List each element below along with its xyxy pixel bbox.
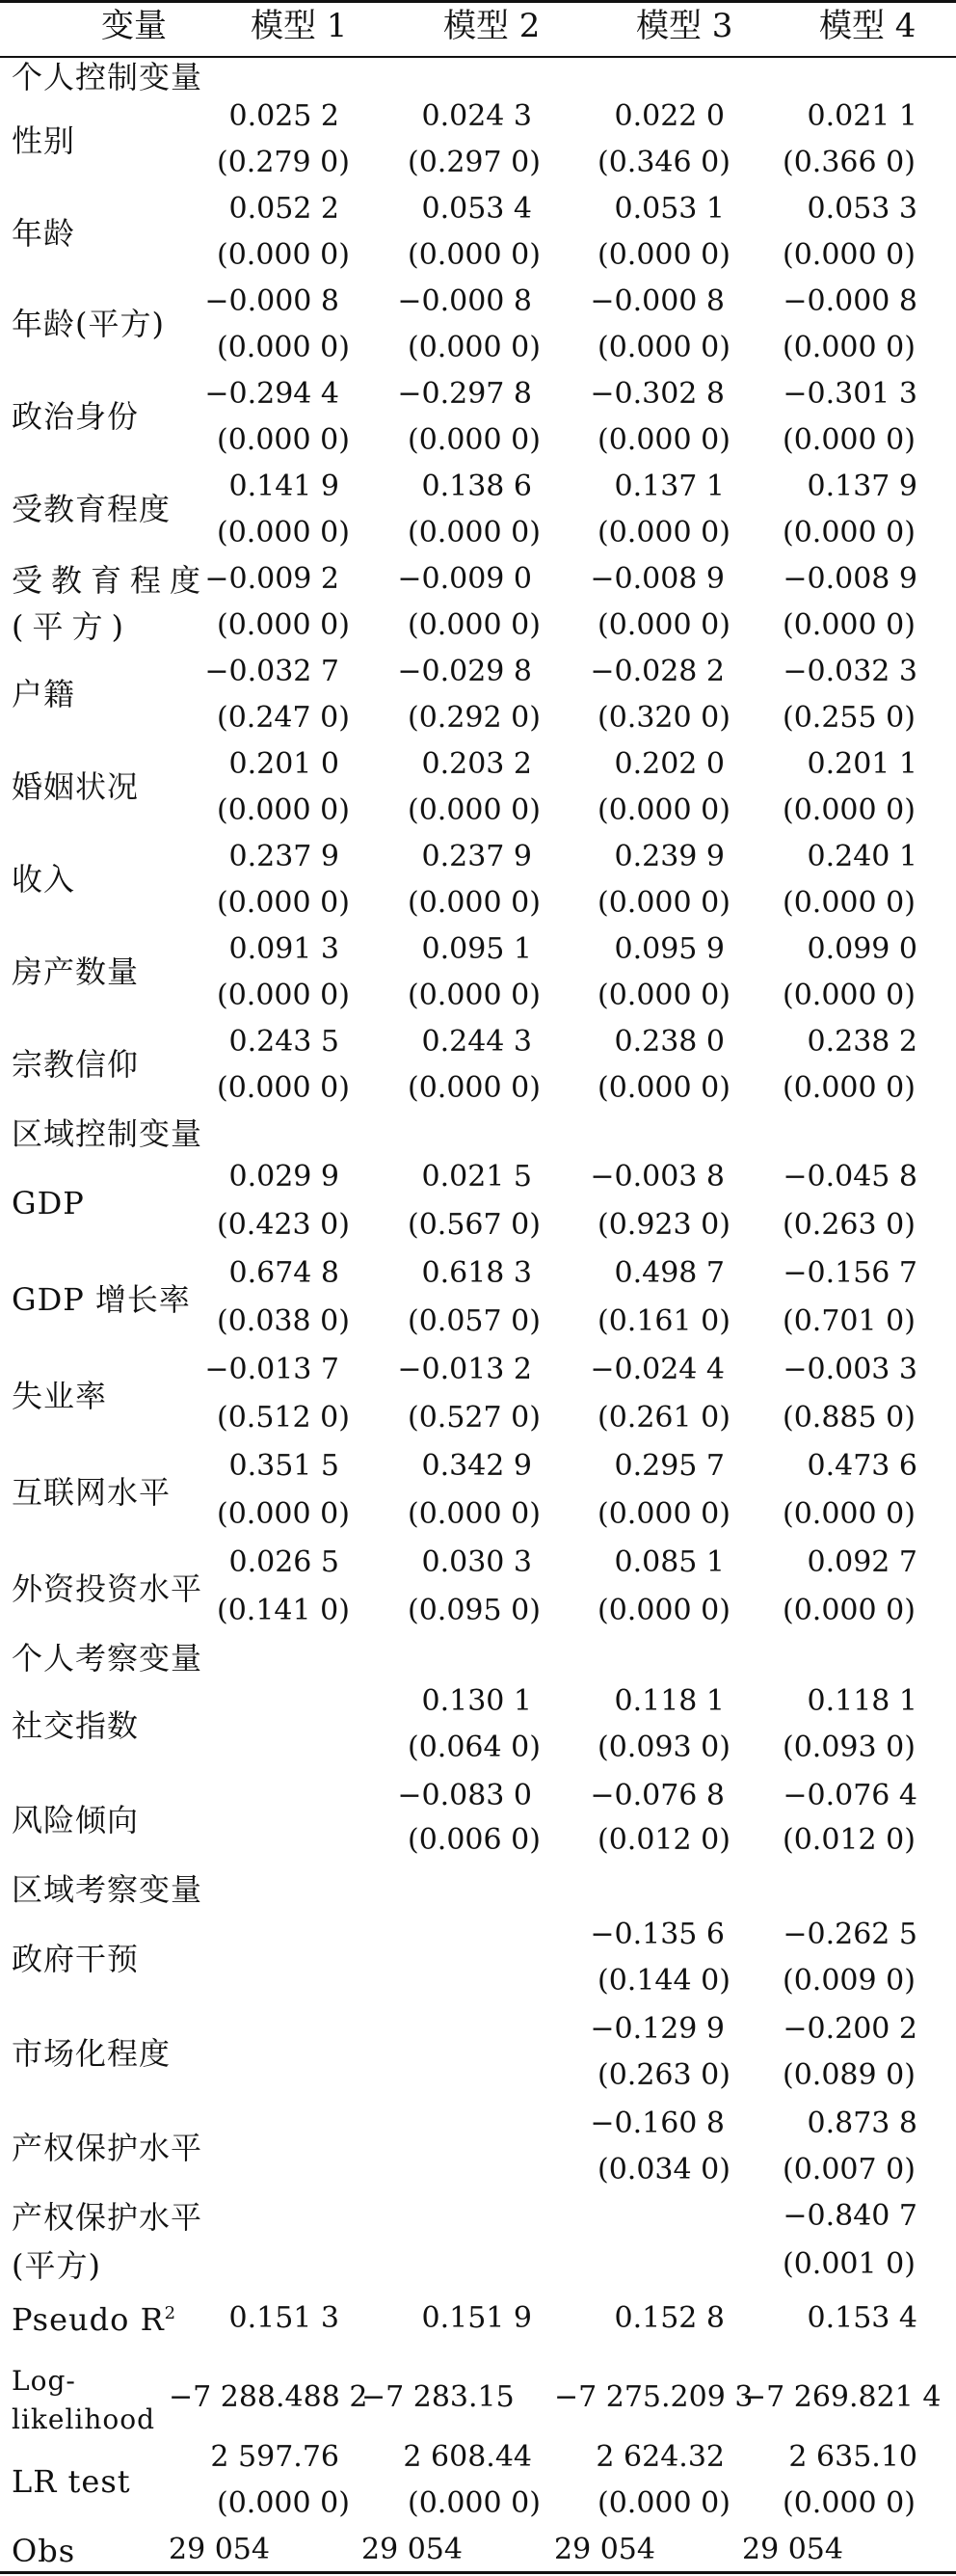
row-label: 年龄(平方) bbox=[12, 306, 165, 342]
coefficient-model-1: 0.243 5 bbox=[228, 1025, 339, 1059]
p-value-model-2: (0.000 0) bbox=[408, 331, 541, 364]
p-value-model-1: (0.512 0) bbox=[217, 1401, 350, 1435]
p-value-model-1: (0.038 0) bbox=[217, 1304, 350, 1338]
coefficient-model-3: 0.118 1 bbox=[614, 1684, 725, 1718]
coefficient-model-4: −0.032 3 bbox=[783, 655, 917, 688]
coefficient-model-2: 0.342 9 bbox=[421, 1449, 532, 1483]
p-value-model-2: (0.000 0) bbox=[408, 423, 541, 457]
coefficient-model-4: 0.053 3 bbox=[807, 192, 917, 226]
coefficient-model-1: −7 288.488 2 bbox=[169, 2380, 368, 2414]
p-value-model-4: (0.701 0) bbox=[783, 1304, 916, 1338]
coefficient-model-3: −0.008 9 bbox=[590, 562, 725, 596]
coefficient-model-2: 0.237 9 bbox=[421, 840, 532, 873]
row-label: 婚姻状况 bbox=[12, 768, 140, 805]
coefficient-model-4: 0.118 1 bbox=[807, 1684, 917, 1718]
p-value-model-2: (0.292 0) bbox=[408, 701, 541, 735]
coefficient-model-4: −0.003 3 bbox=[783, 1353, 917, 1386]
coefficient-model-4: −0.000 8 bbox=[783, 284, 917, 318]
p-value-model-3: (0.263 0) bbox=[598, 2058, 730, 2092]
row-label: 互联网水平 bbox=[12, 1474, 172, 1511]
coefficient-model-4: 29 054 bbox=[742, 2533, 843, 2566]
p-value-model-2: (0.095 0) bbox=[408, 1594, 541, 1627]
header-model-4: 模型 4 bbox=[819, 7, 916, 45]
p-value-model-2: (0.064 0) bbox=[408, 1731, 541, 1764]
p-value-model-3: (0.161 0) bbox=[598, 1304, 730, 1338]
coefficient-model-3: 0.085 1 bbox=[614, 1545, 725, 1579]
row-label: 产权保护水平 bbox=[12, 2130, 203, 2166]
row-label: GDP 增长率 bbox=[12, 1281, 191, 1318]
coefficient-model-2: 0.053 4 bbox=[421, 192, 532, 226]
p-value-model-3: (0.000 0) bbox=[598, 979, 730, 1012]
coefficient-model-1: 0.052 2 bbox=[228, 192, 339, 226]
coefficient-model-1: 0.237 9 bbox=[228, 840, 339, 873]
coefficient-model-3: −0.028 2 bbox=[590, 655, 725, 688]
row-label: 政治身份 bbox=[12, 398, 140, 435]
p-value-model-1: (0.000 0) bbox=[217, 1497, 350, 1531]
p-value-model-2: (0.567 0) bbox=[408, 1208, 541, 1242]
row-label: 产权保护水平 bbox=[12, 2199, 203, 2236]
row-label: 年龄 bbox=[12, 215, 76, 252]
row-label: 性别 bbox=[12, 122, 76, 159]
p-value-model-3: (0.000 0) bbox=[598, 886, 730, 920]
table-top-rule bbox=[0, 0, 956, 3]
coefficient-model-3: −0.135 6 bbox=[590, 1918, 725, 1951]
p-value-model-4: (0.000 0) bbox=[783, 2486, 916, 2520]
coefficient-model-4: 0.092 7 bbox=[807, 1545, 917, 1579]
p-value-model-4: (0.000 0) bbox=[783, 793, 916, 827]
p-value-model-4: (0.000 0) bbox=[783, 516, 916, 550]
p-value-model-4: (0.000 0) bbox=[783, 1497, 916, 1531]
p-value-model-2: (0.297 0) bbox=[408, 146, 541, 179]
row-label: 区域考察变量 bbox=[12, 1871, 203, 1908]
row-label: 受教育程度 bbox=[12, 491, 172, 527]
row-label-line2: (平方) bbox=[12, 2247, 101, 2284]
p-value-model-4: (0.093 0) bbox=[783, 1731, 916, 1764]
coefficient-model-3: 0.095 9 bbox=[614, 932, 725, 966]
p-value-model-3: (0.923 0) bbox=[598, 1208, 730, 1242]
coefficient-model-3: 0.238 0 bbox=[614, 1025, 725, 1059]
row-label: 户籍 bbox=[12, 676, 76, 712]
p-value-model-3: (0.000 0) bbox=[598, 1594, 730, 1627]
coefficient-model-1: 0.201 0 bbox=[228, 747, 339, 781]
coefficient-model-4: 0.021 1 bbox=[807, 99, 917, 133]
coefficient-model-4: 0.238 2 bbox=[807, 1025, 917, 1059]
row-label-superscript: 2 bbox=[164, 2303, 177, 2323]
coefficient-model-2: 0.203 2 bbox=[421, 747, 532, 781]
coefficient-model-1: 0.151 3 bbox=[228, 2301, 339, 2335]
coefficient-model-3: −0.129 9 bbox=[590, 2012, 725, 2046]
coefficient-model-3: 29 054 bbox=[554, 2533, 655, 2566]
row-label: Log- bbox=[12, 2365, 76, 2397]
coefficient-model-4: −0.045 8 bbox=[783, 1160, 917, 1194]
row-label: Pseudo $R^2$ bbox=[12, 2301, 177, 2338]
coefficient-model-4: −0.262 5 bbox=[783, 1918, 917, 1951]
p-value-model-4: (0.007 0) bbox=[783, 2153, 916, 2187]
coefficient-model-1: 0.026 5 bbox=[228, 1545, 339, 1579]
coefficient-model-4: −0.156 7 bbox=[783, 1256, 917, 1290]
coefficient-model-4: 0.873 8 bbox=[807, 2106, 917, 2140]
p-value-model-4: (0.000 0) bbox=[783, 238, 916, 272]
coefficient-model-2: −7 283.15 bbox=[361, 2380, 515, 2414]
row-label-line2: (平方) bbox=[12, 608, 132, 645]
p-value-model-2: (0.000 0) bbox=[408, 1071, 541, 1105]
coefficient-model-2: −0.000 8 bbox=[397, 284, 532, 318]
row-label: 区域控制变量 bbox=[12, 1115, 203, 1152]
coefficient-model-3: −0.302 8 bbox=[590, 377, 725, 411]
p-value-model-4: (0.001 0) bbox=[783, 2247, 916, 2281]
p-value-model-2: (0.006 0) bbox=[408, 1823, 541, 1857]
p-value-model-3: (0.000 0) bbox=[598, 1497, 730, 1531]
p-value-model-2: (0.000 0) bbox=[408, 2486, 541, 2520]
p-value-model-3: (0.261 0) bbox=[598, 1401, 730, 1435]
p-value-model-4: (0.000 0) bbox=[783, 423, 916, 457]
coefficient-model-3: −0.000 8 bbox=[590, 284, 725, 318]
coefficient-model-4: 0.137 9 bbox=[807, 470, 917, 503]
p-value-model-1: (0.247 0) bbox=[217, 701, 350, 735]
coefficient-model-4: −0.840 7 bbox=[783, 2199, 917, 2233]
p-value-model-1: (0.000 0) bbox=[217, 608, 350, 642]
row-label: 房产数量 bbox=[12, 953, 140, 990]
coefficient-model-3: −0.076 8 bbox=[590, 1779, 725, 1812]
table-bottom-rule bbox=[0, 2571, 956, 2574]
row-label: GDP bbox=[12, 1185, 85, 1221]
header-variable: 变量 bbox=[101, 7, 167, 45]
p-value-model-3: (0.012 0) bbox=[598, 1823, 730, 1857]
coefficient-model-4: −0.076 4 bbox=[783, 1779, 917, 1812]
coefficient-model-1: −0.294 4 bbox=[204, 377, 339, 411]
coefficient-model-3: 0.053 1 bbox=[614, 192, 725, 226]
p-value-model-3: (0.000 0) bbox=[598, 1071, 730, 1105]
p-value-model-2: (0.000 0) bbox=[408, 979, 541, 1012]
p-value-model-1: (0.000 0) bbox=[217, 331, 350, 364]
coefficient-model-3: 0.022 0 bbox=[614, 99, 725, 133]
p-value-model-3: (0.000 0) bbox=[598, 2486, 730, 2520]
p-value-model-3: (0.000 0) bbox=[598, 238, 730, 272]
p-value-model-2: (0.000 0) bbox=[408, 793, 541, 827]
coefficient-model-3: 0.239 9 bbox=[614, 840, 725, 873]
p-value-model-1: (0.000 0) bbox=[217, 516, 350, 550]
coefficient-model-1: −0.013 7 bbox=[204, 1353, 339, 1386]
p-value-model-4: (0.009 0) bbox=[783, 1964, 916, 1998]
row-label: Obs bbox=[12, 2533, 76, 2569]
coefficient-model-2: −0.009 0 bbox=[397, 562, 532, 596]
coefficient-model-3: −7 275.209 3 bbox=[554, 2380, 754, 2414]
coefficient-model-3: 2 624.32 bbox=[596, 2440, 725, 2474]
coefficient-model-4: 0.240 1 bbox=[807, 840, 917, 873]
table-header-rule bbox=[0, 56, 956, 58]
p-value-model-4: (0.885 0) bbox=[783, 1401, 916, 1435]
coefficient-model-2: 0.095 1 bbox=[421, 932, 532, 966]
coefficient-model-3: −0.003 8 bbox=[590, 1160, 725, 1194]
coefficient-model-4: −0.301 3 bbox=[783, 377, 917, 411]
p-value-model-4: (0.000 0) bbox=[783, 979, 916, 1012]
row-label: 个人考察变量 bbox=[12, 1640, 203, 1677]
p-value-model-4: (0.089 0) bbox=[783, 2058, 916, 2092]
p-value-model-1: (0.000 0) bbox=[217, 886, 350, 920]
row-label: 外资投资水平 bbox=[12, 1570, 203, 1607]
coefficient-model-2: −0.083 0 bbox=[397, 1779, 532, 1812]
coefficient-model-1: −0.000 8 bbox=[204, 284, 339, 318]
row-label: 个人控制变量 bbox=[12, 59, 203, 95]
p-value-model-3: (0.000 0) bbox=[598, 331, 730, 364]
coefficient-model-2: 2 608.44 bbox=[403, 2440, 532, 2474]
coefficient-model-2: 0.138 6 bbox=[421, 470, 532, 503]
p-value-model-1: (0.000 0) bbox=[217, 1071, 350, 1105]
row-label: 受教育程度 bbox=[12, 562, 210, 599]
p-value-model-3: (0.000 0) bbox=[598, 608, 730, 642]
coefficient-model-1: 2 597.76 bbox=[210, 2440, 339, 2474]
p-value-model-3: (0.000 0) bbox=[598, 423, 730, 457]
row-label: 政府干预 bbox=[12, 1941, 140, 1977]
p-value-model-3: (0.093 0) bbox=[598, 1731, 730, 1764]
coefficient-model-4: −0.008 9 bbox=[783, 562, 917, 596]
p-value-model-3: (0.000 0) bbox=[598, 793, 730, 827]
coefficient-model-2: 0.024 3 bbox=[421, 99, 532, 133]
coefficient-model-2: 0.021 5 bbox=[421, 1160, 532, 1194]
p-value-model-4: (0.000 0) bbox=[783, 331, 916, 364]
coefficient-model-1: 0.025 2 bbox=[228, 99, 339, 133]
p-value-model-2: (0.000 0) bbox=[408, 886, 541, 920]
coefficient-model-3: −0.160 8 bbox=[590, 2106, 725, 2140]
p-value-model-3: (0.034 0) bbox=[598, 2153, 730, 2187]
coefficient-model-1: 0.351 5 bbox=[228, 1449, 339, 1483]
coefficient-model-1: 29 054 bbox=[169, 2533, 270, 2566]
coefficient-model-2: −0.297 8 bbox=[397, 377, 532, 411]
coefficient-model-2: 0.030 3 bbox=[421, 1545, 532, 1579]
coefficient-model-2: 0.130 1 bbox=[421, 1684, 532, 1718]
coefficient-model-4: 2 635.10 bbox=[788, 2440, 917, 2474]
coefficient-model-3: 0.137 1 bbox=[614, 470, 725, 503]
coefficient-model-2: 0.151 9 bbox=[421, 2301, 532, 2335]
p-value-model-4: (0.000 0) bbox=[783, 1071, 916, 1105]
coefficient-model-3: −0.024 4 bbox=[590, 1353, 725, 1386]
p-value-model-3: (0.000 0) bbox=[598, 516, 730, 550]
coefficient-model-4: 0.099 0 bbox=[807, 932, 917, 966]
p-value-model-4: (0.000 0) bbox=[783, 1594, 916, 1627]
p-value-model-3: (0.144 0) bbox=[598, 1964, 730, 1998]
p-value-model-1: (0.000 0) bbox=[217, 2486, 350, 2520]
coefficient-model-2: 0.618 3 bbox=[421, 1256, 532, 1290]
p-value-model-3: (0.320 0) bbox=[598, 701, 730, 735]
coefficient-model-1: 0.091 3 bbox=[228, 932, 339, 966]
coefficient-model-1: −0.009 2 bbox=[204, 562, 339, 596]
coefficient-model-3: 0.152 8 bbox=[614, 2301, 725, 2335]
row-label: LR test bbox=[12, 2463, 131, 2500]
header-model-2: 模型 2 bbox=[443, 7, 541, 45]
row-label: 社交指数 bbox=[12, 1707, 140, 1744]
row-label: 宗教信仰 bbox=[12, 1046, 140, 1083]
p-value-model-1: (0.279 0) bbox=[217, 146, 350, 179]
coefficient-model-1: 0.141 9 bbox=[228, 470, 339, 503]
p-value-model-4: (0.012 0) bbox=[783, 1823, 916, 1857]
p-value-model-1: (0.000 0) bbox=[217, 423, 350, 457]
p-value-model-3: (0.346 0) bbox=[598, 146, 730, 179]
p-value-model-2: (0.057 0) bbox=[408, 1304, 541, 1338]
coefficient-model-4: −0.200 2 bbox=[783, 2012, 917, 2046]
header-model-3: 模型 3 bbox=[636, 7, 733, 45]
p-value-model-1: (0.000 0) bbox=[217, 238, 350, 272]
row-label: 收入 bbox=[12, 861, 76, 898]
row-label: 失业率 bbox=[12, 1378, 108, 1414]
p-value-model-4: (0.000 0) bbox=[783, 608, 916, 642]
p-value-model-2: (0.000 0) bbox=[408, 516, 541, 550]
p-value-model-1: (0.141 0) bbox=[217, 1594, 350, 1627]
coefficient-model-4: 0.473 6 bbox=[807, 1449, 917, 1483]
coefficient-model-2: 0.244 3 bbox=[421, 1025, 532, 1059]
coefficient-model-4: 0.201 1 bbox=[807, 747, 917, 781]
coefficient-model-1: 0.674 8 bbox=[228, 1256, 339, 1290]
p-value-model-4: (0.000 0) bbox=[783, 886, 916, 920]
row-label-line2: likelihood bbox=[12, 2403, 156, 2435]
coefficient-model-2: −0.029 8 bbox=[397, 655, 532, 688]
row-label: 市场化程度 bbox=[12, 2035, 172, 2072]
header-model-1: 模型 1 bbox=[251, 7, 348, 45]
coefficient-model-3: 0.202 0 bbox=[614, 747, 725, 781]
p-value-model-1: (0.000 0) bbox=[217, 979, 350, 1012]
coefficient-model-4: 0.153 4 bbox=[807, 2301, 917, 2335]
coefficient-model-3: 0.498 7 bbox=[614, 1256, 725, 1290]
p-value-model-2: (0.000 0) bbox=[408, 238, 541, 272]
p-value-model-2: (0.527 0) bbox=[408, 1401, 541, 1435]
coefficient-model-2: −0.013 2 bbox=[397, 1353, 532, 1386]
p-value-model-1: (0.000 0) bbox=[217, 793, 350, 827]
p-value-model-1: (0.423 0) bbox=[217, 1208, 350, 1242]
p-value-model-2: (0.000 0) bbox=[408, 1497, 541, 1531]
p-value-model-4: (0.366 0) bbox=[783, 146, 916, 179]
p-value-model-4: (0.263 0) bbox=[783, 1208, 916, 1242]
p-value-model-2: (0.000 0) bbox=[408, 608, 541, 642]
coefficient-model-3: 0.295 7 bbox=[614, 1449, 725, 1483]
coefficient-model-2: 29 054 bbox=[361, 2533, 463, 2566]
coefficient-model-1: −0.032 7 bbox=[204, 655, 339, 688]
row-label: 风险倾向 bbox=[12, 1802, 140, 1838]
coefficient-model-1: 0.029 9 bbox=[228, 1160, 339, 1194]
p-value-model-4: (0.255 0) bbox=[783, 701, 916, 735]
coefficient-model-4: −7 269.821 4 bbox=[742, 2380, 942, 2414]
